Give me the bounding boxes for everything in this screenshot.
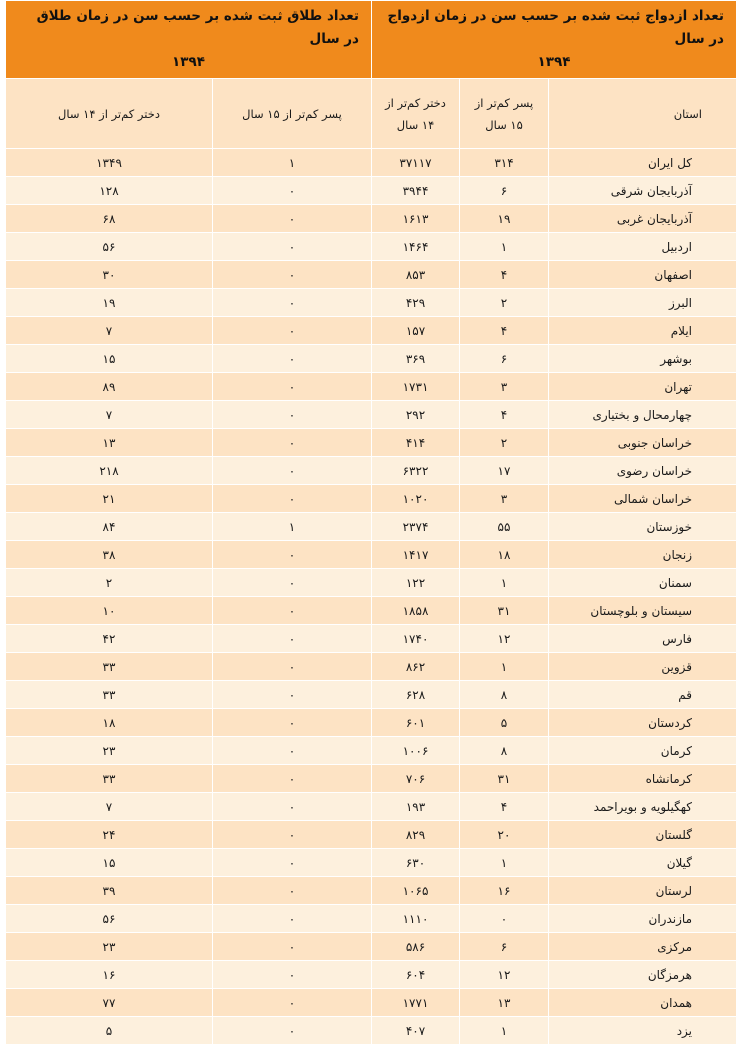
- province-cell: چهارمحال و بختیاری: [549, 401, 737, 429]
- province-cell: گیلان: [549, 849, 737, 877]
- table-row: [6, 681, 737, 709]
- table-row: [6, 541, 737, 569]
- table-row: [6, 485, 737, 513]
- divorce-girls-cell: ۱۶: [6, 961, 213, 989]
- marriage-boys-cell: ۱۸: [460, 541, 549, 569]
- province-cell: زنجان: [549, 541, 737, 569]
- marriage-girls-cell: ۲۹۲: [372, 401, 460, 429]
- marriage-boys-cell: ۰: [460, 905, 549, 933]
- table-row: [6, 933, 737, 961]
- table-row: [6, 149, 737, 177]
- column-header-province: استان: [549, 79, 737, 149]
- divorce-boys-cell: ۰: [213, 933, 372, 961]
- marriage-boys-cell: ۱: [460, 653, 549, 681]
- column-header-marriage-boys: پسر کم‌تر از ۱۵ سال: [460, 79, 549, 149]
- marriage-boys-cell: ۱۳: [460, 989, 549, 1017]
- table-row: [6, 709, 737, 737]
- province-cell: قم: [549, 681, 737, 709]
- divorce-boys-cell: ۰: [213, 681, 372, 709]
- divorce-boys-cell: ۰: [213, 905, 372, 933]
- table-row: [6, 401, 737, 429]
- marriage-girls-cell: ۶۳۲۲: [372, 457, 460, 485]
- table-row: [6, 905, 737, 933]
- marriage-girls-cell: ۱۶۱۳: [372, 205, 460, 233]
- divorce-girls-cell: ۷: [6, 317, 213, 345]
- marriage-girls-cell: ۱۷۷۱: [372, 989, 460, 1017]
- province-cell: کل ایران: [549, 149, 737, 177]
- divorce-girls-cell: ۶۸: [6, 205, 213, 233]
- province-cell: اردبیل: [549, 233, 737, 261]
- column-header-divorce-boys: پسر کم‌تر از ۱۵ سال: [213, 79, 372, 149]
- marriage-boys-cell: ۱: [460, 1017, 549, 1045]
- marriage-girls-cell: ۸۵۳: [372, 261, 460, 289]
- divorce-boys-cell: ۰: [213, 793, 372, 821]
- divorce-girls-cell: ۲۴: [6, 821, 213, 849]
- marriage-boys-cell: ۸: [460, 681, 549, 709]
- table-row: [6, 877, 737, 905]
- divorce-boys-cell: ۱: [213, 149, 372, 177]
- province-cell: آذربایجان شرقی: [549, 177, 737, 205]
- divorce-girls-cell: ۳۳: [6, 681, 213, 709]
- marriage-girls-cell: ۱۷۳۱: [372, 373, 460, 401]
- table-row: [6, 821, 737, 849]
- province-cell: گلستان: [549, 821, 737, 849]
- divorce-boys-cell: ۰: [213, 233, 372, 261]
- column-header-marriage-girls: دختر کم‌تر از ۱۴ سال: [372, 79, 460, 149]
- province-cell: آذربایجان غربی: [549, 205, 737, 233]
- table-row: [6, 849, 737, 877]
- divorce-boys-cell: ۰: [213, 1017, 372, 1045]
- province-cell: اصفهان: [549, 261, 737, 289]
- province-cell: هرمزگان: [549, 961, 737, 989]
- table-row: [6, 737, 737, 765]
- marriage-boys-cell: ۱۲: [460, 625, 549, 653]
- marriage-divorce-table: [5, 0, 737, 1045]
- divorce-boys-cell: ۰: [213, 569, 372, 597]
- divorce-boys-cell: ۰: [213, 261, 372, 289]
- divorce-girls-cell: ۲۱: [6, 485, 213, 513]
- marriage-boys-cell: ۴: [460, 793, 549, 821]
- marriage-girls-cell: ۱۴۱۷: [372, 541, 460, 569]
- marriage-girls-cell: ۱۴۶۴: [372, 233, 460, 261]
- marriage-boys-cell: ۳: [460, 373, 549, 401]
- marriage-year: ۱۳۹۴: [537, 54, 571, 70]
- table-row: [6, 317, 737, 345]
- table-row: [6, 429, 737, 457]
- province-cell: خراسان جنوبی: [549, 429, 737, 457]
- marriage-boys-cell: ۱: [460, 849, 549, 877]
- province-cell: کرمانشاه: [549, 765, 737, 793]
- marriage-girls-cell: ۷۰۶: [372, 765, 460, 793]
- marriage-girls-cell: ۱۰۰۶: [372, 737, 460, 765]
- divorce-boys-cell: ۰: [213, 373, 372, 401]
- marriage-boys-cell: ۳۱: [460, 765, 549, 793]
- marriage-girls-cell: ۶۳۰: [372, 849, 460, 877]
- marriage-girls-cell: ۶۰۴: [372, 961, 460, 989]
- divorce-boys-cell: ۰: [213, 849, 372, 877]
- divorce-girls-cell: ۲۳: [6, 933, 213, 961]
- divorce-girls-cell: ۱۳: [6, 429, 213, 457]
- marriage-boys-cell: ۱۹: [460, 205, 549, 233]
- divorce-girls-cell: ۱۹: [6, 289, 213, 317]
- province-cell: مرکزی: [549, 933, 737, 961]
- divorce-boys-cell: ۰: [213, 765, 372, 793]
- table-row: [6, 233, 737, 261]
- divorce-boys-cell: ۰: [213, 653, 372, 681]
- province-cell: خوزستان: [549, 513, 737, 541]
- marriage-girls-cell: ۶۲۸: [372, 681, 460, 709]
- table-row: [6, 793, 737, 821]
- divorce-girls-cell: ۱۵: [6, 849, 213, 877]
- marriage-boys-cell: ۶: [460, 177, 549, 205]
- table-row: [6, 373, 737, 401]
- divorce-boys-cell: ۰: [213, 737, 372, 765]
- province-cell: یزد: [549, 1017, 737, 1045]
- divorce-boys-cell: ۰: [213, 289, 372, 317]
- divorce-girls-cell: ۸۹: [6, 373, 213, 401]
- divorce-boys-cell: ۰: [213, 317, 372, 345]
- marriage-girls-cell: ۲۳۷۴: [372, 513, 460, 541]
- marriage-boys-cell: ۸: [460, 737, 549, 765]
- marriage-boys-cell: ۲۰: [460, 821, 549, 849]
- table-row: [6, 177, 737, 205]
- marriage-girls-cell: ۱۱۱۰: [372, 905, 460, 933]
- column-header-divorce-girls: دختر کم‌تر از ۱۴ سال: [6, 79, 213, 149]
- marriage-group-header: [372, 1, 737, 79]
- marriage-boys-cell: ۲: [460, 429, 549, 457]
- table-row: [6, 989, 737, 1017]
- divorce-girls-cell: ۱۲۸: [6, 177, 213, 205]
- province-cell: بوشهر: [549, 345, 737, 373]
- marriage-boys-cell: ۴: [460, 401, 549, 429]
- province-cell: ایلام: [549, 317, 737, 345]
- divorce-boys-cell: ۰: [213, 457, 372, 485]
- divorce-girls-cell: ۵: [6, 1017, 213, 1045]
- marriage-boys-cell: ۲: [460, 289, 549, 317]
- divorce-boys-cell: ۰: [213, 821, 372, 849]
- province-cell: کهگیلویه و بویراحمد: [549, 793, 737, 821]
- divorce-boys-cell: ۰: [213, 345, 372, 373]
- divorce-girls-cell: ۷: [6, 401, 213, 429]
- divorce-girls-cell: ۱۰: [6, 597, 213, 625]
- table-row: [6, 765, 737, 793]
- divorce-boys-cell: ۰: [213, 429, 372, 457]
- divorce-year: ۱۳۹۴: [172, 54, 205, 70]
- province-cell: سیستان و بلوچستان: [549, 597, 737, 625]
- marriage-girls-cell: ۱۵۷: [372, 317, 460, 345]
- divorce-girls-cell: ۷۷: [6, 989, 213, 1017]
- marriage-girls-cell: ۱۹۳: [372, 793, 460, 821]
- divorce-boys-cell: ۰: [213, 877, 372, 905]
- divorce-girls-cell: ۵۶: [6, 905, 213, 933]
- marriage-boys-cell: ۵: [460, 709, 549, 737]
- divorce-boys-cell: ۰: [213, 625, 372, 653]
- marriage-boys-cell: ۴: [460, 261, 549, 289]
- marriage-girls-cell: ۸۲۹: [372, 821, 460, 849]
- divorce-girls-cell: ۱۸: [6, 709, 213, 737]
- province-cell: کردستان: [549, 709, 737, 737]
- marriage-boys-cell: ۱۲: [460, 961, 549, 989]
- divorce-boys-cell: ۰: [213, 961, 372, 989]
- divorce-girls-cell: ۲۳: [6, 737, 213, 765]
- divorce-girls-cell: ۸۴: [6, 513, 213, 541]
- province-cell: مازندران: [549, 905, 737, 933]
- divorce-girls-cell: ۳۰: [6, 261, 213, 289]
- marriage-girls-cell: ۴۲۹: [372, 289, 460, 317]
- marriage-girls-cell: ۶۰۱: [372, 709, 460, 737]
- table-row: [6, 261, 737, 289]
- marriage-boys-cell: ۳۱: [460, 597, 549, 625]
- marriage-boys-cell: ۴: [460, 317, 549, 345]
- divorce-boys-cell: ۰: [213, 709, 372, 737]
- marriage-girls-cell: ۳۶۹: [372, 345, 460, 373]
- marriage-girls-cell: ۴۱۴: [372, 429, 460, 457]
- marriage-girls-cell: ۳۷۱۱۷: [372, 149, 460, 177]
- divorce-girls-cell: ۳۹: [6, 877, 213, 905]
- table-row: [6, 457, 737, 485]
- table-row: [6, 597, 737, 625]
- table-row: [6, 961, 737, 989]
- province-cell: فارس: [549, 625, 737, 653]
- marriage-girls-cell: ۱۷۴۰: [372, 625, 460, 653]
- marriage-title: تعداد ازدواج ثبت شده بر حسب سن در زمان ازدواج در سال: [387, 8, 724, 47]
- divorce-girls-cell: ۴۲: [6, 625, 213, 653]
- province-cell: لرستان: [549, 877, 737, 905]
- province-cell: قزوین: [549, 653, 737, 681]
- marriage-boys-cell: ۱: [460, 233, 549, 261]
- column-header-row: [6, 79, 737, 149]
- marriage-boys-cell: ۳: [460, 485, 549, 513]
- province-cell: خراسان رضوی: [549, 457, 737, 485]
- table-row: [6, 625, 737, 653]
- divorce-group-header: [6, 1, 372, 79]
- divorce-boys-cell: ۰: [213, 541, 372, 569]
- divorce-boys-cell: ۰: [213, 205, 372, 233]
- table-row: [6, 205, 737, 233]
- province-cell: همدان: [549, 989, 737, 1017]
- divorce-girls-cell: ۳۸: [6, 541, 213, 569]
- divorce-girls-cell: ۵۶: [6, 233, 213, 261]
- marriage-boys-cell: ۱۷: [460, 457, 549, 485]
- table-row: [6, 513, 737, 541]
- marriage-boys-cell: ۱: [460, 569, 549, 597]
- group-header-row: [6, 1, 737, 79]
- table-row: [6, 345, 737, 373]
- divorce-title: تعداد طلاق ثبت شده بر حسب سن در زمان طلاق در سال: [36, 8, 359, 47]
- divorce-boys-cell: ۰: [213, 597, 372, 625]
- divorce-girls-cell: ۱۳۴۹: [6, 149, 213, 177]
- province-cell: تهران: [549, 373, 737, 401]
- divorce-boys-cell: ۰: [213, 485, 372, 513]
- province-cell: خراسان شمالی: [549, 485, 737, 513]
- marriage-girls-cell: ۱۲۲: [372, 569, 460, 597]
- divorce-girls-cell: ۲۱۸: [6, 457, 213, 485]
- divorce-girls-cell: ۳۳: [6, 765, 213, 793]
- divorce-girls-cell: ۲: [6, 569, 213, 597]
- marriage-girls-cell: ۴۰۷: [372, 1017, 460, 1045]
- marriage-girls-cell: ۵۸۶: [372, 933, 460, 961]
- marriage-girls-cell: ۱۸۵۸: [372, 597, 460, 625]
- divorce-girls-cell: ۳۳: [6, 653, 213, 681]
- divorce-boys-cell: ۰: [213, 989, 372, 1017]
- marriage-boys-cell: ۶: [460, 933, 549, 961]
- table-row: [6, 569, 737, 597]
- divorce-boys-cell: ۰: [213, 177, 372, 205]
- table-row: [6, 653, 737, 681]
- table-row: [6, 1017, 737, 1045]
- marriage-boys-cell: ۶: [460, 345, 549, 373]
- divorce-girls-cell: ۱۵: [6, 345, 213, 373]
- province-cell: سمنان: [549, 569, 737, 597]
- table-body: [6, 149, 737, 1045]
- divorce-boys-cell: ۱: [213, 513, 372, 541]
- marriage-boys-cell: ۵۵: [460, 513, 549, 541]
- marriage-girls-cell: ۳۹۴۴: [372, 177, 460, 205]
- table-row: [6, 289, 737, 317]
- marriage-girls-cell: ۱۰۲۰: [372, 485, 460, 513]
- marriage-girls-cell: ۸۶۲: [372, 653, 460, 681]
- marriage-girls-cell: ۱۰۶۵: [372, 877, 460, 905]
- province-cell: البرز: [549, 289, 737, 317]
- province-cell: کرمان: [549, 737, 737, 765]
- marriage-boys-cell: ۱۶: [460, 877, 549, 905]
- divorce-boys-cell: ۰: [213, 401, 372, 429]
- divorce-girls-cell: ۷: [6, 793, 213, 821]
- marriage-boys-cell: ۳۱۴: [460, 149, 549, 177]
